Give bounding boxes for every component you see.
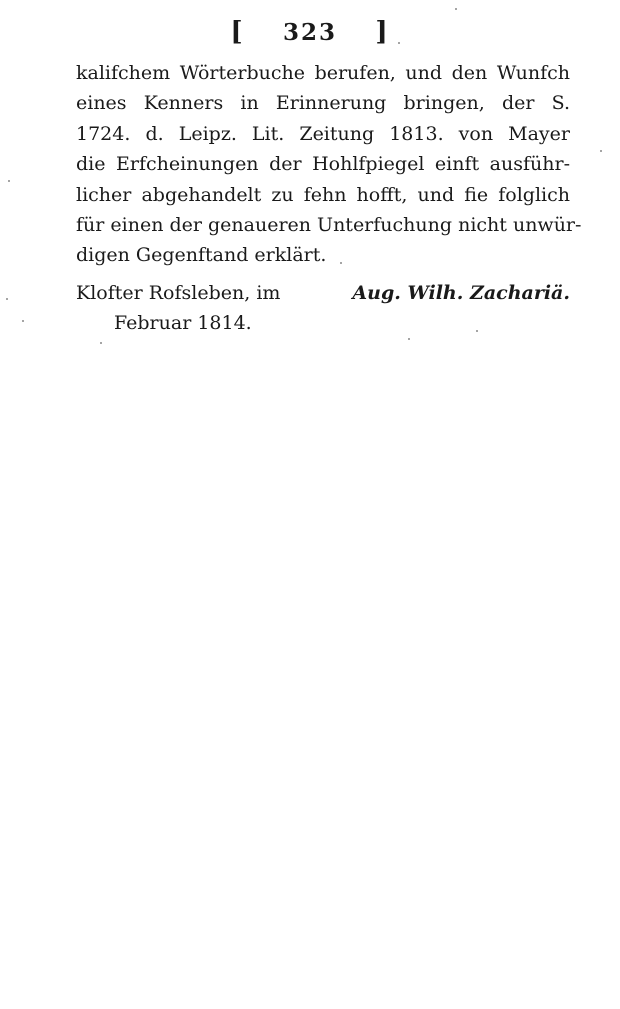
page-number: 323 (282, 19, 337, 46)
scan-speck (600, 150, 602, 152)
scan-speck (340, 262, 342, 264)
scan-speck (408, 338, 410, 340)
text-line: eines Kenners in Erinnerung bringen, der S. (76, 92, 570, 115)
signature-date: Februar 1814. (114, 312, 252, 334)
signature-line (76, 278, 570, 308)
scan-speck (8, 180, 10, 182)
text-line: kalifchem Wörterbuche berufen, und den Wunfch (76, 62, 570, 84)
scan-speck (22, 320, 24, 322)
scan-speck (100, 342, 102, 344)
text-line: digen Gegenftand erklärt. (76, 244, 327, 267)
header-left-bracket: [ (230, 17, 245, 47)
text-line: licher abgehandelt zu fehn hofft, und fie folglich (76, 183, 570, 206)
scan-speck (476, 330, 478, 332)
scan-speck (455, 8, 457, 10)
signature-place: Klofter Rofsleben, im (76, 282, 281, 304)
body-paragraph (76, 58, 582, 271)
scan-speck (6, 298, 8, 300)
signature-author: Aug. Wilh. Zachariä. (352, 282, 570, 304)
text-line: für einen der genaueren Unterfuchung nicht unwür- (76, 213, 582, 236)
text-line: 1724. d. Leipz. Lit. Zeitung 1813. von Mayer (76, 122, 570, 145)
scan-speck (398, 42, 400, 44)
header-right-bracket: ] (375, 17, 390, 47)
page-header (0, 14, 620, 51)
text-line: die Erfcheinungen der Hohlfpiegel einft ausführ- (76, 153, 570, 176)
